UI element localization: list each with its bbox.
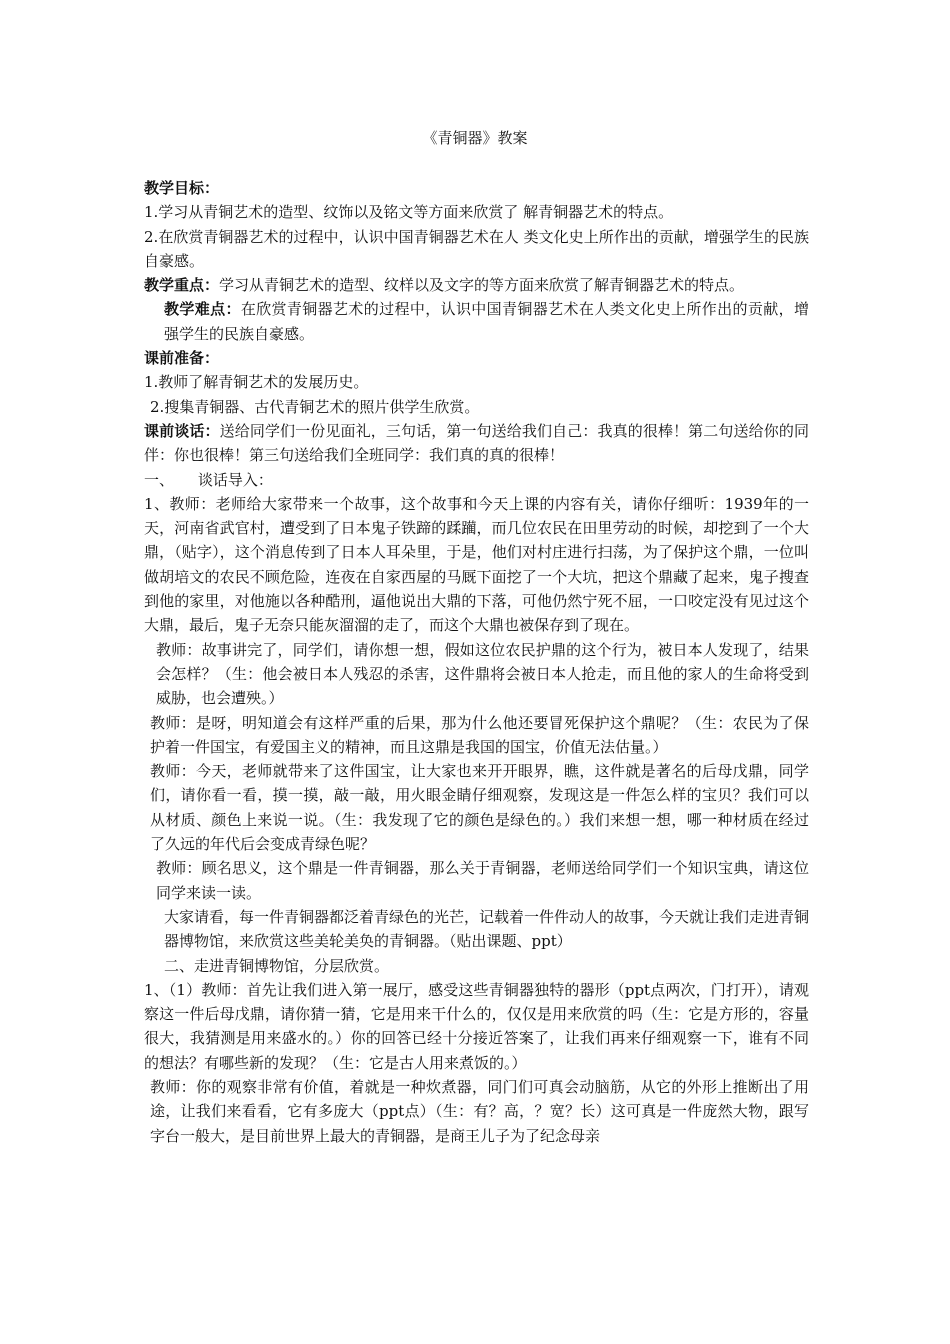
paragraph-7: 1、（1）教师：首先让我们进入第一展厅，感受这些青铜器独特的器形（ppt点两次，门打开），请观察这一件后母戊鼎，请你猜一猜，它是用来干什么的，仅仅是用来欣赏的吗（生：它是方形的，容量很大，我猜测是用来盛水的。）你的回答已经十分接近答案了，让我们再来仔细观察一下，谁有不同的想法？有哪些新的发现？（生：它是古人用来煮饭的。） bbox=[144, 980, 809, 1072]
paragraph-8: 教师：你的观察非常有价值，着就是一种炊煮器，同门们可真会动脑筋，从它的外形上推断出了用途，让我们来看看，它有多庞大（ppt点）（生：有？高，？宽？长）这可真是一件庞然大物，跟写字台一般大，是目前世界上最大的青铜器，是商王儿子为了纪念母亲 bbox=[150, 1077, 809, 1145]
document-body bbox=[144, 176, 809, 1148]
section-1-heading: 一、 谈话导入： bbox=[144, 470, 273, 489]
prep-item-1: 1.教师了解青铜艺术的发展历史。 bbox=[144, 373, 369, 392]
paragraph-1: 1、教师：老师给大家带来一个故事，这个故事和今天上课的内容有关，请你仔细听：1939年的一天，河南省武官村，遭受到了日本鬼子铁蹄的蹂躏，而几位农民在田里劳动的时候，却挖到了一个大鼎，（贴字），这个消息传到了日本人耳朵里，于是，他们对村庄进行扫荡，为了保护这个鼎，一位叫做胡培文的农民不顾危险，连夜在自家西屋的马厩下面挖了一个大坑，把这个鼎藏了起来，鬼子搜查到他的家里，对他施以各种酷刑，逼他说出大鼎的下落，可他仍然宁死不屈，一口咬定没有见过这个大鼎，最后，鬼子无奈只能灰溜溜的走了，而这个大鼎也被保存到了现在。 bbox=[144, 494, 809, 635]
paragraph-3: 教师：是呀，明知道会有这样严重的后果，那为什么他还要冒死保护这个鼎呢？（生：农民为了保护着一件国宝，有爱国主义的精神，而且这鼎是我国的国宝，价值无法估量。） bbox=[150, 713, 809, 756]
key-points-label: 教学重点： bbox=[144, 276, 220, 295]
key-points-paragraph bbox=[144, 273, 809, 297]
paragraph-2: 教师：故事讲完了，同学们，请你想一想，假如这位农民护鼎的这个行为，被日本人发现了，结果会怎样？（生：他会被日本人残忍的杀害，这件鼎将会被日本人抢走，而且他的家人的生命将受到威胁，也会遭殃。） bbox=[156, 640, 809, 708]
key-points-text: 学习从青铜艺术的造型、纹样以及文字的等方面来欣赏了解青铜器艺术的特点。 bbox=[219, 276, 745, 295]
difficulty-paragraph bbox=[144, 297, 809, 346]
difficulty-text: 在欣赏青铜器艺术的过程中，认识中国青铜器艺术在人类文化史上所作出的贡献，增强学生的民族自豪感。 bbox=[164, 300, 809, 343]
paragraph-6: 大家请看，每一件青铜器都泛着青绿色的光芒，记载着一件件动人的故事，今天就让我们走进青铜器博物馆，来欣赏这些美轮美奂的青铜器。（贴出课题、ppt） bbox=[164, 907, 810, 951]
objective-1: 1.学习从青铜艺术的造型、纹饰以及铭文等方面来欣赏了 解青铜器艺术的特点。 bbox=[144, 203, 674, 222]
paragraph-5: 教师：顾名思义，这个鼎是一件青铜器，那么关于青铜器，老师送给同学们一个知识宝典，请这位同学来读一读。 bbox=[156, 859, 809, 902]
talk-label: 课前谈话： bbox=[144, 421, 220, 440]
prep-item-2: 2.搜集青铜器、古代青铜艺术的照片供学生欣赏。 bbox=[150, 397, 480, 416]
objective-2: 2.在欣赏青铜器艺术的过程中，认识中国青铜器艺术在人 类文化史上所作出的贡献，增强学生的民族自豪感。 bbox=[144, 227, 809, 270]
paragraph-4: 教师：今天，老师就带来了这件国宝，让大家也来开开眼界，瞧，这件就是著名的后母戊鼎，同学们，请你看一看，摸一摸，敲一敲，用火眼金睛仔细观察，发现这是一件怎么样的宝贝？我们可以从材质、颜色上来说一说。（生：我发现了它的颜色是绿色的。）我们来想一想，哪一种材质在经过了久远的年代后会变成青绿色呢？ bbox=[150, 762, 809, 854]
difficulty-label: 教学难点： bbox=[164, 300, 241, 319]
prep-heading: 课前准备： bbox=[144, 349, 220, 368]
section-2-heading: 二、走进青铜博物馆，分层欣赏。 bbox=[164, 956, 390, 975]
objectives-heading: 教学目标： bbox=[144, 179, 220, 197]
document-title: 《青铜器》教案 bbox=[422, 129, 528, 147]
talk-text: 送给同学们一份见面礼，三句话，第一句送给我们自己：我真的很棒！第二句送给你的同伴：你也很棒！第三句送给我们全班同学：我们真的真的很棒！ bbox=[144, 421, 809, 465]
talk-paragraph bbox=[144, 419, 809, 468]
